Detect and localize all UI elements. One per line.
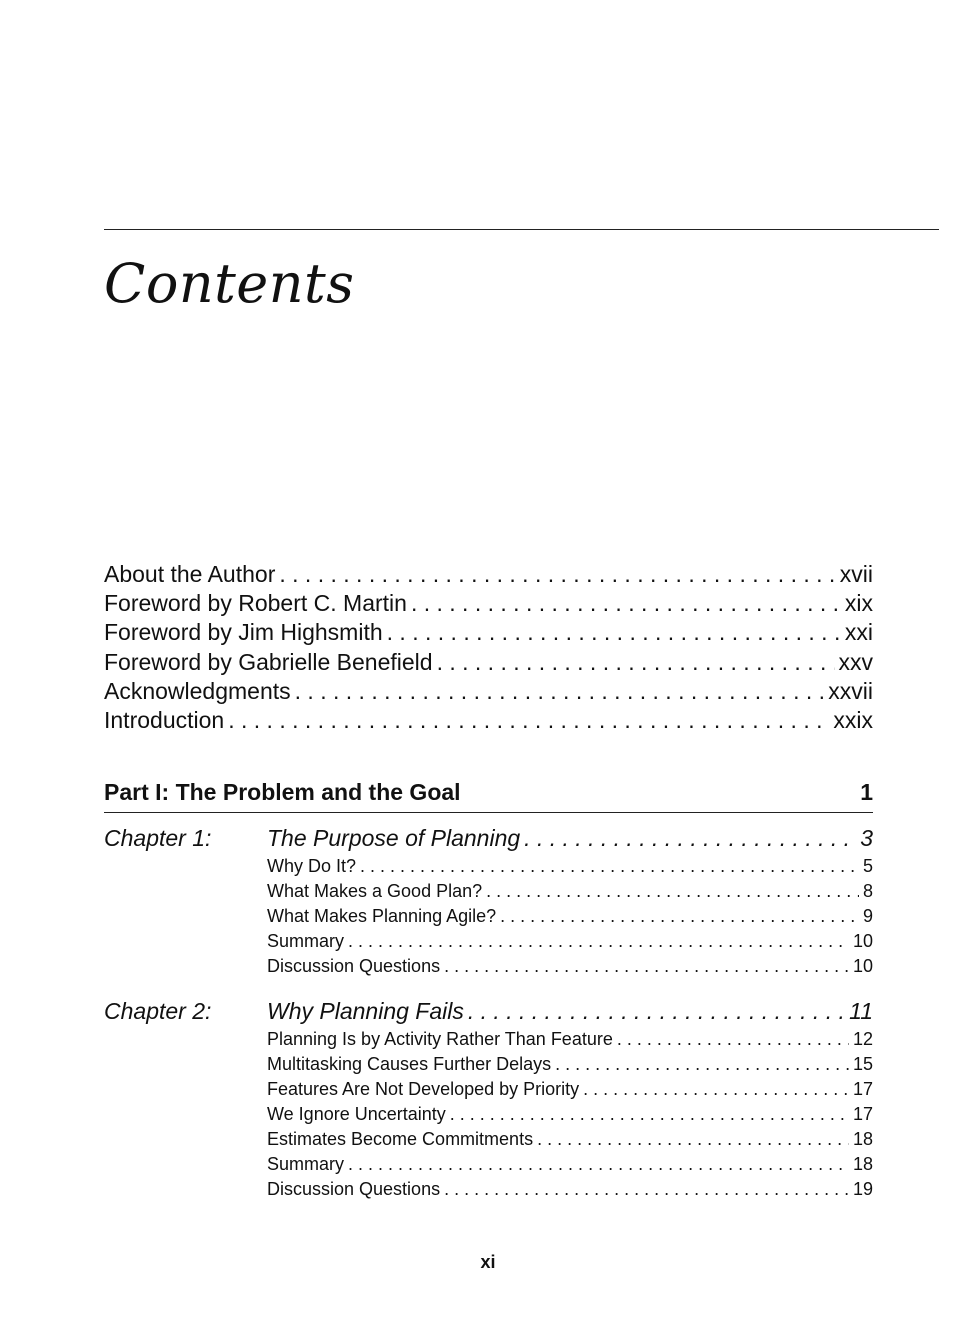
dot-leader [437,648,835,677]
section-entry[interactable] [267,1077,873,1102]
dot-leader [228,706,829,735]
part-page: 1 [860,779,873,805]
toc-entry-foreword-martin[interactable] [104,589,873,618]
toc-entry-title: Foreword by Jim Highsmith [104,619,383,646]
section-page: 17 [852,1079,873,1099]
toc-entry-title: Foreword by Gabrielle Benefield [104,648,433,675]
part-title: Part I: The Problem and the Goal [104,779,461,805]
dot-leader [524,822,856,854]
part-heading[interactable] [104,776,873,813]
section-title: Summary [267,931,345,951]
page-title: Contents [104,252,355,315]
dot-leader [486,879,859,904]
section-page: 8 [862,881,873,901]
chapter-entries [267,822,873,979]
dot-leader [411,589,841,618]
section-title: We Ignore Uncertainty [267,1104,446,1124]
toc-entry-about-author[interactable] [104,560,873,589]
section-title: Multitasking Causes Further Delays [267,1054,552,1074]
section-title: What Makes Planning Agile? [267,906,497,926]
toc-entry-title: Acknowledgments [104,677,291,704]
dot-leader [295,677,825,706]
dot-leader [360,854,859,879]
dot-leader [583,1077,849,1102]
toc-entry-foreword-benefield[interactable] [104,648,873,677]
chapter-page: 3 [860,825,873,851]
toc-entry-title: Foreword by Robert C. Martin [104,590,407,617]
section-page: 10 [852,931,873,951]
dot-leader [617,1027,849,1052]
section-entry[interactable] [267,954,873,979]
section-page: 18 [852,1129,873,1149]
toc-entry-page: xxix [833,707,873,734]
dot-leader [387,618,841,647]
chapter-title-entry[interactable] [267,822,873,854]
chapter-page: 11 [849,998,873,1024]
section-page: 12 [852,1029,873,1049]
section-entry[interactable] [267,1052,873,1077]
toc-entry-page: xxi [844,619,873,646]
toc-entry-title: About the Author [104,561,276,587]
chapter-title: The Purpose of Planning [267,825,521,851]
section-title: What Makes a Good Plan? [267,881,483,901]
dot-leader [444,1177,849,1202]
section-page: 10 [852,956,873,976]
section-entry[interactable] [267,1152,873,1177]
chapter-title: Why Planning Fails [267,998,464,1024]
chapter-label: Chapter 2: [104,998,212,1024]
dot-leader [537,1127,849,1152]
section-entry[interactable] [267,1027,873,1052]
section-page: 19 [852,1179,873,1199]
toc-entry-title: Introduction [104,707,225,734]
dot-leader [500,904,859,929]
dot-leader [348,929,849,954]
section-title: Discussion Questions [267,956,441,976]
dot-leader [279,560,835,589]
dot-leader [450,1102,849,1127]
chapter-entries [267,995,873,1202]
dot-leader [348,1152,849,1177]
section-entry[interactable] [267,879,873,904]
section-title: Planning Is by Activity Rather Than Feature [267,1029,613,1049]
toc-entry-introduction[interactable] [104,706,873,735]
front-matter-list [104,560,873,735]
section-entry[interactable] [267,904,873,929]
dot-leader [555,1052,849,1077]
chapter-label: Chapter 1: [104,825,212,851]
section-page: 15 [852,1054,873,1074]
toc-entry-page: xxv [838,648,873,675]
top-rule [104,229,939,230]
section-entry[interactable] [267,929,873,954]
section-title: Why Do It? [267,856,357,876]
section-entry[interactable] [267,1102,873,1127]
section-title: Estimates Become Commitments [267,1129,534,1149]
toc-entry-foreword-highsmith[interactable] [104,618,873,647]
section-title: Discussion Questions [267,1179,441,1199]
section-title: Features Are Not Developed by Priority [267,1079,580,1099]
section-page: 18 [852,1154,873,1174]
toc-entry-acknowledgments[interactable] [104,677,873,706]
toc-entry-page: xix [844,590,873,617]
dot-leader [444,954,849,979]
dot-leader [468,995,845,1027]
section-page: 5 [862,856,873,876]
section-page: 9 [862,906,873,926]
toc-entry-page: xxvii [828,677,873,704]
toc-entry-page: xvii [839,561,873,587]
section-page: 17 [852,1104,873,1124]
section-title: Summary [267,1154,345,1174]
section-entry[interactable] [267,854,873,879]
section-entry[interactable] [267,1127,873,1152]
chapter-title-entry[interactable] [267,995,873,1027]
page-number: xi [480,1252,496,1272]
section-entry[interactable] [267,1177,873,1202]
